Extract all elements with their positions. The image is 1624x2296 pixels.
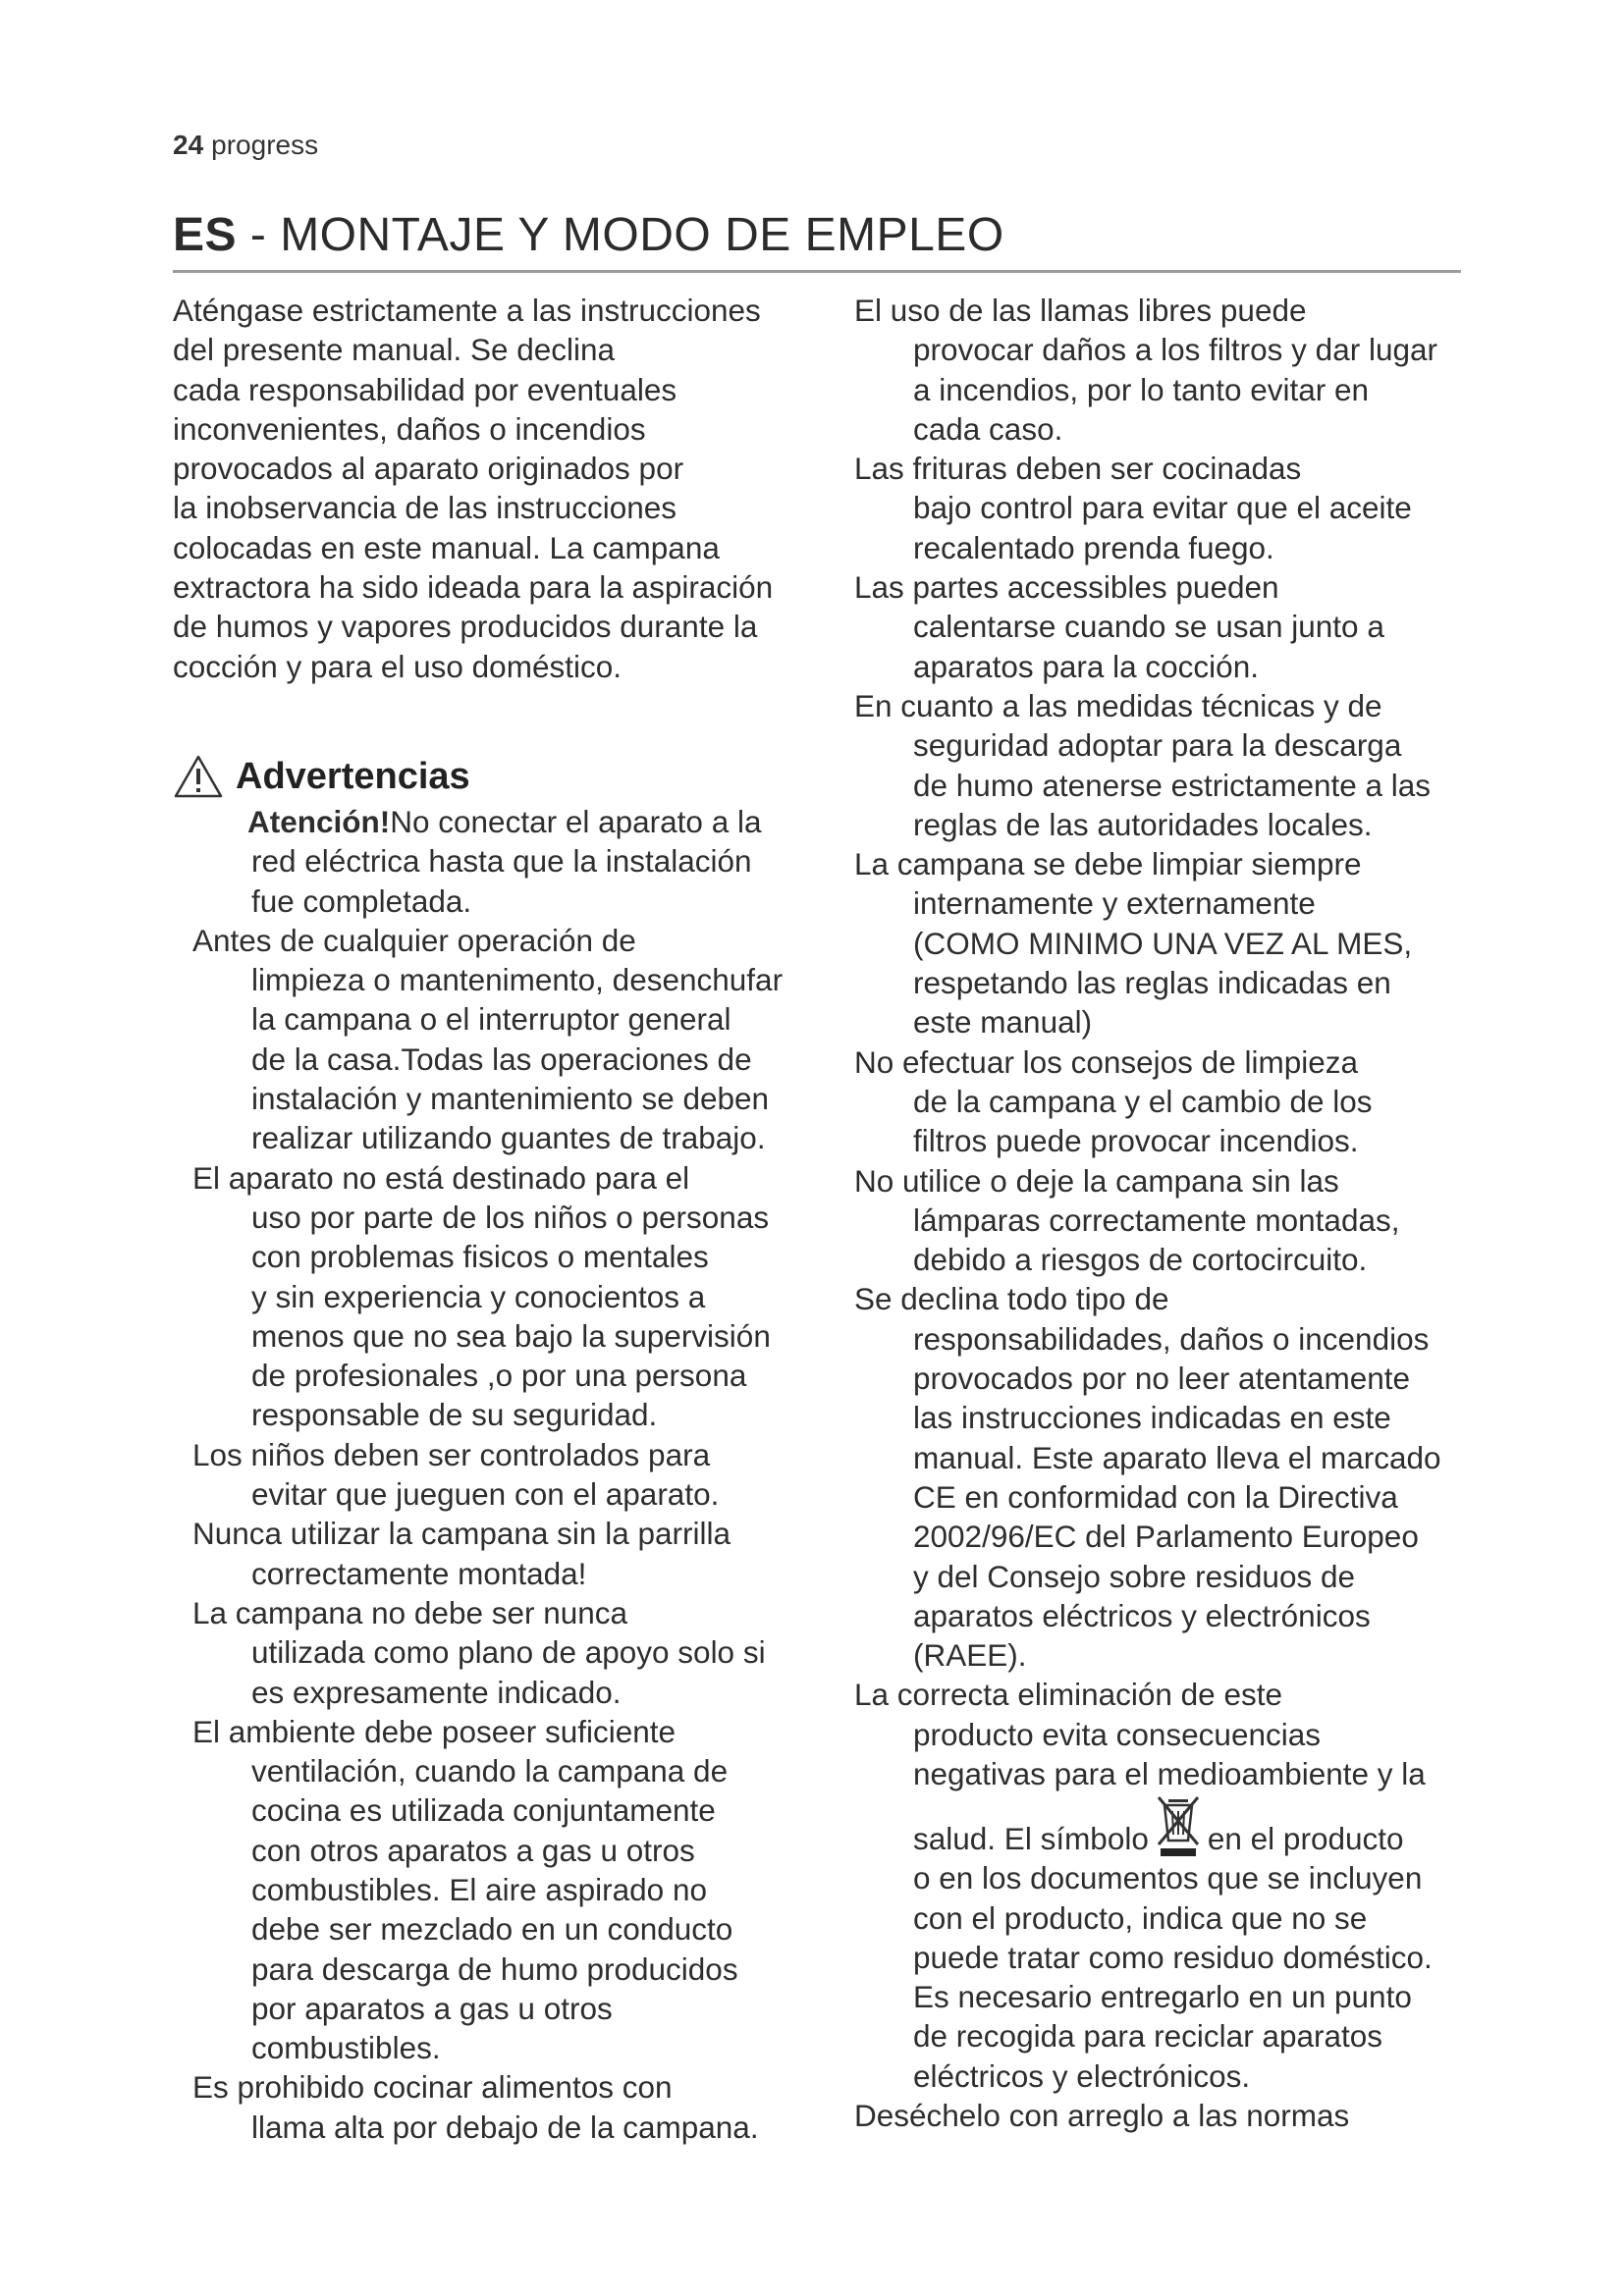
attention-text: No conectar el aparato a la red eléctrica hasta que la instalación fue completada. [251,803,762,919]
disposal-before-symbol: salud. El símbolo [913,1820,1149,1856]
brand-name: progress [211,130,319,160]
list-item: El aparato no está destinado para el uso por parte de los niños o personas con problemas fisicos o mentales y sin experiencia y conocientos a menos que no sea bajo la supervisión de profesionales ,o por una persona responsable de su seguridad. [192,1159,771,1433]
disposal-rest: o en los documentos que se incluyen con el producto, indica que no se puede tratar como residuo doméstico. Es necesario entregarlo en un punto de recogida para reciclar aparatos eléctricos y electrónicos. [913,1860,1433,2094]
intro-paragraph: Aténgase estrictamente a las instrucciones del presente manual. Se declina cada responsabilidad por eventuales inconvenientes, daños o incendios provocados al aparato originados por la inobservancia de las instrucciones colocadas en este manual. La campana extractora ha sido ideada para la aspiración de humos y vapores producidos durante la cocción y para el uso doméstico. [173,293,774,684]
page-header [173,130,318,161]
list-item: Es prohibido cocinar alimentos con llama alta por debajo de la campana. [192,2069,759,2145]
disposal-item [854,1675,1463,2096]
list-item: La campana no debe ser nunca utilizada como plano de apoyo solo si es expresamente indicado. [192,1594,766,1710]
list-item: Antes de cualquier operación de limpieza o mantenimento, desenchufar la campana o el interruptor general de la casa.Todas las operaciones de instalación y mantenimiento se deben realizar utilizando guantes de trabajo. [192,922,784,1156]
list-item: No efectuar los consejos de limpieza de la campana y el cambio de los filtros puede provocar incendios. [854,1043,1373,1159]
page-title [173,208,1004,262]
list-item: Los niños deben ser controlados para evitar que jueguen con el aparato. [192,1436,720,1513]
language-code: ES [173,209,238,261]
list-item: Nunca utilizar la campana sin la parrilla correctamente montada! [192,1516,731,1591]
list-item: El ambiente debe poseer suficiente ventilación, cuando la campana de cocina es utilizada conjuntamente con otros aparatos a gas u otros combustibles. El aire aspirado no debe ser mezclado en un conducto para descarga de humo producidos por aparatos a gas u otros combustibles. [192,1713,738,2066]
disposal-lead: La correcta eliminación de este producto evita consecuencias negativas para el medioambiente y la [854,1677,1426,1791]
crossed-bin-icon [1155,1793,1202,1858]
warnings-heading [173,751,801,802]
title-text: - MONTAJE Y MODO DE EMPLEO [237,209,1004,261]
warnings-list [192,802,801,2147]
list-item: Las frituras deben ser cocinadas bajo control para evitar que el aceite recalentado prenda fuego. [854,451,1412,565]
list-item: El uso de las llamas libres puede provocar daños a los filtros y dar lugar a incendios, por lo tanto evitar en cada caso. [854,293,1438,447]
title-divider [173,270,1461,273]
list-item: Las partes accessibles pueden calentarse cuando se usan junto a aparatos para la cocción. [854,569,1384,684]
list-item: La campana se debe limpiar siempre internamente y externamente (COMO MINIMO UNA VEZ AL MES, respetando las reglas indicadas en este manual) [854,846,1413,1041]
right-column [854,291,1463,2135]
disposal-after-symbol: en el producto [1207,1820,1404,1856]
left-column [173,291,801,2147]
disposal-symbol-line [854,1793,1463,1858]
page-number: 24 [173,130,204,160]
warning-triangle-icon [173,754,224,799]
list-item: Deséchelo con arreglo a las normas [854,2098,1350,2134]
list-item: No utilice o deje la campana sin las lámparas correctamente montadas, debido a riesgos de cortocircuito. [854,1162,1400,1278]
list-item: En cuanto a las medidas técnicas y de seguridad adoptar para la descarga de humo atenerse estrictamente a las reglas de las autoridades locales. [854,687,1432,842]
attention-label: Atención! [247,803,391,839]
list-item: Se declina todo tipo de responsabilidades, daños o incendios provocados por no leer atentamente las instrucciones indicadas en este manual. Este aparato lleva el marcado CE en conformidad con la Directiva 2002/96/EC del Parlamento Europeo y del Consejo sobre residuos de aparatos eléctricos y electrónicos (RAEE). [854,1281,1441,1674]
warnings-heading-text: Advertencias [236,755,470,797]
list-item [192,802,801,921]
